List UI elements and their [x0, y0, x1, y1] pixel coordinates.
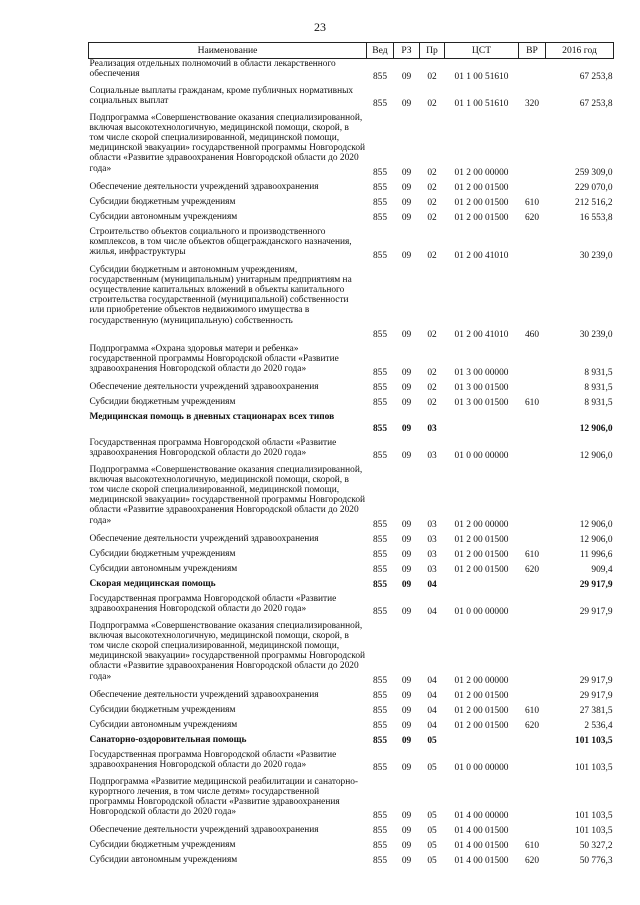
table-row: [89, 750, 614, 777]
row-vr: [519, 777, 546, 825]
row-name: Подпрограмма «Развитие медицинской реабилитации и санаторно-курортного лечения, в том числе детям» государственной программы Новгородской области «Развитие здравоохранения Новгородской области до 2020 года»: [89, 776, 359, 818]
row-rz: 09: [401, 368, 412, 379]
row-ved: 855: [372, 520, 388, 531]
row-ved: 855: [372, 424, 388, 435]
row-vr: [519, 579, 546, 594]
table-row: [89, 227, 614, 265]
row-amount: 11 996,6: [580, 550, 613, 561]
row-cst: 01 3 00 01500: [454, 383, 509, 394]
row-pr: 05: [427, 811, 437, 822]
row-name: Субсидии автономным учреждениям: [89, 563, 238, 574]
row-amount: 2 536,4: [584, 721, 613, 732]
row-name: Субсидии автономным учреждениям: [89, 854, 238, 865]
row-vr: 610: [524, 841, 540, 852]
row-cst: 01 4 00 01500: [454, 856, 509, 867]
row-rz: 09: [401, 841, 412, 852]
row-ved: 855: [372, 811, 388, 822]
header-pr: Пр: [420, 43, 445, 59]
row-ved: 855: [372, 565, 388, 576]
row-name: Государственная программа Новгородской области «Развитие здравоохранения Новгородской области до 2020 года»: [89, 749, 337, 770]
row-ved: 855: [372, 706, 388, 717]
row-rz: 09: [401, 99, 412, 110]
row-pr: 02: [427, 330, 437, 341]
row-amount: 101 103,5: [575, 763, 613, 774]
row-ved: 855: [372, 841, 388, 852]
row-ved: 855: [372, 607, 388, 618]
table-row: [89, 594, 614, 621]
row-amount: 101 103,5: [575, 736, 613, 747]
row-cst: 01 2 00 00000: [454, 676, 509, 687]
row-vr: 620: [524, 721, 540, 732]
row-pr: 02: [427, 198, 437, 209]
row-pr: 02: [427, 168, 437, 179]
row-name: Строительство объектов социального и производственного комплексов, в том числе объектов общегражданского назначения, жилья, инфраструктуры: [89, 226, 352, 257]
row-rz: 09: [401, 691, 412, 702]
row-vr: [519, 438, 546, 465]
row-pr: 05: [427, 736, 437, 747]
row-ved: 855: [372, 736, 388, 747]
row-pr: 03: [427, 451, 437, 462]
row-rz: 09: [401, 168, 412, 179]
row-name: Обеспечение деятельности учреждений здравоохранения: [89, 181, 319, 192]
row-vr: 460: [524, 330, 540, 341]
row-name: Обеспечение деятельности учреждений здравоохранения: [89, 381, 319, 392]
table-row: [89, 182, 614, 197]
row-cst: 01 2 00 01500: [454, 183, 509, 194]
table-row: [89, 549, 614, 564]
row-cst: 01 0 00 00000: [454, 451, 509, 462]
page-number: 23: [314, 20, 326, 34]
row-rz: 09: [401, 451, 412, 462]
row-rz: 09: [401, 550, 412, 561]
row-amount: 259 309,0: [575, 168, 613, 179]
table-row: [89, 690, 614, 705]
row-cst: 01 2 00 01500: [454, 535, 509, 546]
row-ved: 855: [372, 676, 388, 687]
row-ved: 855: [372, 826, 388, 837]
row-ved: 855: [372, 691, 388, 702]
row-amount: 12 906,0: [579, 535, 613, 546]
row-rz: 09: [401, 580, 412, 591]
row-vr: [519, 735, 546, 750]
row-amount: 909,4: [591, 565, 613, 576]
row-rz: 09: [401, 721, 412, 732]
row-vr: 610: [524, 398, 540, 409]
row-rz: 09: [401, 198, 412, 209]
row-pr: 02: [427, 213, 437, 224]
table-row: [89, 705, 614, 720]
table-row: [89, 382, 614, 397]
row-ved: 855: [372, 721, 388, 732]
row-cst: 01 2 00 01500: [454, 565, 509, 576]
row-amount: 101 103,5: [575, 826, 613, 837]
row-name: Субсидии автономным учреждениям: [89, 719, 238, 730]
row-name: Субсидии бюджетным учреждениям: [89, 548, 236, 559]
row-name: Обеспечение деятельности учреждений здравоохранения: [89, 689, 319, 700]
row-cst: 01 2 00 01500: [454, 721, 509, 732]
row-pr: 03: [427, 535, 437, 546]
row-cst: 01 2 00 01500: [454, 691, 509, 702]
row-pr: 04: [427, 721, 437, 732]
row-vr: [519, 227, 546, 265]
row-amount: 8 931,5: [584, 383, 613, 394]
table-row: [89, 412, 614, 438]
row-pr: 05: [427, 826, 437, 837]
row-vr: 620: [524, 856, 540, 867]
row-rz: 09: [401, 72, 412, 83]
row-vr: [519, 594, 546, 621]
row-rz: 09: [401, 520, 412, 531]
table-row: [89, 465, 614, 534]
row-rz: 09: [401, 811, 412, 822]
row-cst: 01 3 00 00000: [454, 368, 509, 379]
row-cst: 01 4 00 01500: [454, 841, 509, 852]
table-row: [89, 579, 614, 594]
row-vr: 610: [524, 550, 540, 561]
row-cst: 01 2 00 00000: [454, 520, 509, 531]
row-amount: 50 776,3: [579, 856, 613, 867]
row-cst: 01 2 00 01500: [454, 706, 509, 717]
header-vr: ВР: [519, 43, 546, 59]
row-pr: 05: [427, 841, 437, 852]
row-amount: 29 917,9: [579, 676, 613, 687]
row-amount: 12 906,0: [579, 451, 613, 462]
row-rz: 09: [401, 607, 412, 618]
table-row: [89, 534, 614, 549]
table-row: [89, 86, 614, 113]
row-amount: 16 553,8: [579, 213, 613, 224]
row-name: Медицинская помощь в дневных стационарах всех типов: [89, 411, 335, 422]
row-ved: 855: [372, 383, 388, 394]
row-name: Государственная программа Новгородской области «Развитие здравоохранения Новгородской области до 2020 года»: [89, 593, 337, 614]
row-cst: 01 2 00 01500: [454, 198, 509, 209]
row-ved: 855: [372, 550, 388, 561]
row-ved: 855: [372, 451, 388, 462]
row-amount: 229 070,0: [575, 183, 613, 194]
row-ved: 855: [372, 580, 388, 591]
table-row: [89, 438, 614, 465]
row-amount: 12 906,0: [579, 424, 613, 435]
row-ved: 855: [372, 763, 388, 774]
row-pr: 03: [427, 424, 437, 435]
row-name: Санаторно-оздоровительная помощь: [89, 734, 247, 745]
row-vr: [519, 621, 546, 690]
table-row: [89, 735, 614, 750]
row-pr: 03: [427, 550, 437, 561]
table-row: [89, 397, 614, 412]
row-ved: 855: [372, 213, 388, 224]
row-vr: 610: [524, 198, 540, 209]
row-rz: 09: [401, 676, 412, 687]
row-vr: [519, 382, 546, 397]
row-name: Субсидии бюджетным и автономным учреждениям, государственным (муниципальным) унитарным предприятиям на осуществление капитальных вложений в объекты капитального строительства государственной (муниципальной) собственности или приобретение объектов недвижимого имущества в государственную (муниципальную) собственность: [89, 264, 352, 326]
table-row: [89, 720, 614, 735]
table-row: [89, 113, 614, 182]
row-ved: 855: [372, 398, 388, 409]
row-name: Субсидии бюджетным учреждениям: [89, 839, 236, 850]
row-rz: 09: [401, 535, 412, 546]
row-rz: 09: [401, 565, 412, 576]
row-vr: [519, 825, 546, 840]
row-cst: 01 0 00 00000: [454, 607, 509, 618]
row-rz: 09: [401, 330, 412, 341]
row-cst: 01 1 00 51610: [454, 99, 509, 110]
row-pr: 02: [427, 383, 437, 394]
table-row: [89, 621, 614, 690]
row-amount: 8 931,5: [584, 398, 613, 409]
row-amount: 212 516,2: [575, 198, 613, 209]
row-vr: [519, 59, 546, 86]
row-amount: 30 239,0: [579, 251, 613, 262]
row-ved: 855: [372, 183, 388, 194]
table-row: [89, 840, 614, 855]
row-vr: 620: [524, 565, 540, 576]
row-rz: 09: [401, 856, 412, 867]
row-amount: 67 253,8: [579, 99, 613, 110]
row-amount: 50 327,2: [579, 841, 613, 852]
table-row: [89, 59, 614, 86]
row-amount: 12 906,0: [579, 520, 613, 531]
row-cst: [445, 579, 519, 594]
row-ved: 855: [372, 368, 388, 379]
row-name: Субсидии бюджетным учреждениям: [89, 704, 236, 715]
row-vr: [519, 690, 546, 705]
table-row: [89, 212, 614, 227]
row-amount: 27 381,5: [579, 706, 613, 717]
row-rz: 09: [401, 706, 412, 717]
row-vr: 320: [524, 99, 540, 110]
row-amount: 101 103,5: [575, 811, 613, 822]
row-vr: 610: [524, 706, 540, 717]
row-rz: 09: [401, 424, 412, 435]
row-cst: 01 2 00 00000: [454, 168, 509, 179]
row-name: Подпрограмма «Совершенствование оказания специализированной, включая высокотехнологичную, медицинской помощи, скорой, в том числе скорой специализированной, медицинской помощи, медицинской эвакуации» государственной программы Новгородской области «Развитие здравоохранения Новгородской области до 2020 года»: [89, 620, 366, 682]
row-amount: 30 239,0: [579, 330, 613, 341]
row-cst: 01 4 00 00000: [454, 811, 509, 822]
row-rz: 09: [401, 383, 412, 394]
row-pr: 02: [427, 183, 437, 194]
row-pr: 04: [427, 706, 437, 717]
row-cst: [445, 412, 519, 438]
row-pr: 03: [427, 565, 437, 576]
row-ved: 855: [372, 535, 388, 546]
row-cst: 01 2 00 41010: [454, 251, 509, 262]
row-ved: 855: [372, 198, 388, 209]
table-row: [89, 825, 614, 840]
row-pr: 05: [427, 763, 437, 774]
row-pr: 04: [427, 607, 437, 618]
row-name: Подпрограмма «Совершенствование оказания специализированной, включая высокотехнологичную, медицинской помощи, скорой, в том числе скорой специализированной, медицинской помощи, медицинской эвакуации» государственной программы Новгородской области «Развитие здравоохранения Новгородской области до 2020 года»: [89, 464, 366, 526]
budget-table: [88, 42, 614, 870]
row-vr: [519, 750, 546, 777]
row-name: Подпрограмма «Охрана здоровья матери и ребенка» государственной программы Новгородской области «Развитие здравоохранения Новгородской области до 2020 года»: [89, 343, 339, 374]
row-amount: 8 931,5: [584, 368, 613, 379]
row-rz: 09: [401, 213, 412, 224]
row-vr: [519, 465, 546, 534]
header-name: Наименование: [89, 43, 367, 59]
row-pr: 02: [427, 398, 437, 409]
row-pr: 02: [427, 72, 437, 83]
row-cst: [445, 735, 519, 750]
row-pr: 02: [427, 99, 437, 110]
row-vr: [519, 113, 546, 182]
row-pr: 05: [427, 856, 437, 867]
row-vr: [519, 412, 546, 438]
table-row: [89, 855, 614, 870]
row-cst: 01 3 00 01500: [454, 398, 509, 409]
row-cst: 01 2 00 01500: [454, 550, 509, 561]
table-row: [89, 265, 614, 344]
header-rz: РЗ: [394, 43, 420, 59]
row-name: Субсидии бюджетным учреждениям: [89, 196, 236, 207]
row-rz: 09: [401, 736, 412, 747]
row-ved: 855: [372, 330, 388, 341]
row-cst: 01 1 00 51610: [454, 72, 509, 83]
row-name: Реализация отдельных полномочий в области лекарственного обеспечения: [89, 59, 336, 80]
table-row: [89, 564, 614, 579]
row-name: Государственная программа Новгородской области «Развитие здравоохранения Новгородской области до 2020 года»: [89, 437, 337, 458]
row-name: Субсидии автономным учреждениям: [89, 211, 238, 222]
table-row: [89, 197, 614, 212]
row-vr: [519, 534, 546, 549]
row-name: Обеспечение деятельности учреждений здравоохранения: [89, 533, 319, 544]
row-vr: [519, 182, 546, 197]
row-name: Социальные выплаты гражданам, кроме публичных нормативных социальных выплат: [89, 85, 354, 106]
row-ved: 855: [372, 251, 388, 262]
row-pr: 04: [427, 580, 437, 591]
row-amount: 29 917,9: [579, 580, 613, 591]
header-amount-2016: 2016 год: [546, 43, 614, 59]
row-pr: 04: [427, 676, 437, 687]
row-ved: 855: [372, 856, 388, 867]
row-pr: 04: [427, 691, 437, 702]
row-name: Подпрограмма «Совершенствование оказания специализированной, включая высокотехнологичную, медицинской помощи, скорой, в том числе скорой специализированной, медицинской помощи, медицинской эвакуации» государственной программы Новгородской области «Развитие здравоохранения Новгородской области до 2020 года»: [89, 112, 366, 174]
row-rz: 09: [401, 183, 412, 194]
row-rz: 09: [401, 763, 412, 774]
row-ved: 855: [372, 99, 388, 110]
row-rz: 09: [401, 826, 412, 837]
row-amount: 29 917,9: [579, 607, 613, 618]
row-rz: 09: [401, 398, 412, 409]
row-cst: 01 2 00 41010: [454, 330, 509, 341]
row-name: Обеспечение деятельности учреждений здравоохранения: [89, 824, 319, 835]
row-cst: 01 2 00 01500: [454, 213, 509, 224]
row-rz: 09: [401, 251, 412, 262]
row-name: Скорая медицинская помощь: [89, 578, 216, 589]
header-ved: Вед: [367, 43, 394, 59]
row-amount: 67 253,8: [579, 72, 613, 83]
table-header-row: [89, 43, 614, 59]
row-pr: 03: [427, 520, 437, 531]
table-row: [89, 344, 614, 382]
row-ved: 855: [372, 168, 388, 179]
row-vr: 620: [524, 213, 540, 224]
row-cst: 01 0 00 00000: [454, 763, 509, 774]
row-pr: 02: [427, 251, 437, 262]
row-ved: 855: [372, 72, 388, 83]
table-row: [89, 777, 614, 825]
row-name: Субсидии бюджетным учреждениям: [89, 396, 236, 407]
row-vr: [519, 344, 546, 382]
row-pr: 02: [427, 368, 437, 379]
header-cst: ЦСТ: [445, 43, 519, 59]
row-cst: 01 4 00 01500: [454, 826, 509, 837]
row-amount: 29 917,9: [579, 691, 613, 702]
